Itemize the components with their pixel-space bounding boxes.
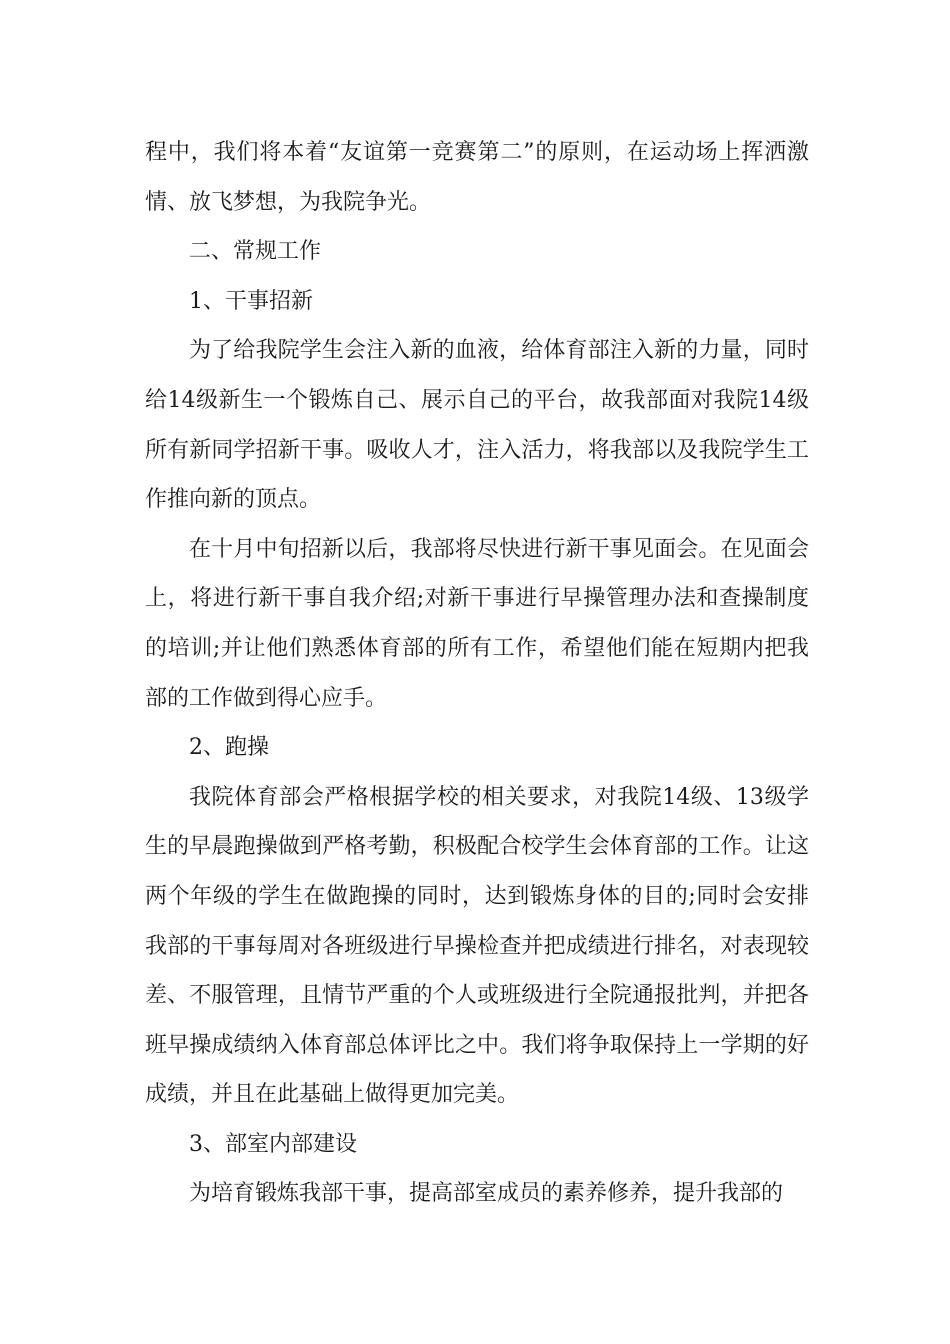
document-body <box>145 128 809 1219</box>
paragraph-recruitment: 为了给我院学生会注入新的血液，给体育部注入新的力量，同时给14级新生一个锻炼自己、展示自己的平台，故我部面对我院14级所有新同学招新干事。吸收人才，注入活力，将我部以及我院学生工作推向新的顶点。 <box>145 338 809 513</box>
subheading-recruitment: 1、干事招新 <box>189 288 313 314</box>
section-heading-routine-work: 二、常规工作 <box>189 239 322 265</box>
paragraph-running-exercise: 我院体育部会严格根据学校的相关要求，对我院14级、13级学生的早晨跑操做到严格考勤，积极配合校学生会体育部的工作。让这两个年级的学生在做跑操的同时，达到锻炼身体的目的;同时会安排我部的干事每周对各班级进行早操检查并把成绩进行排名，对表现较差、不服管理，且情节严重的个人或班级进行全院通报批判，并把各班早操成绩纳入体育部总体评比之中。我们将争取保持上一学期的好成绩，并且在此基础上做得更加完美。 <box>145 784 809 1108</box>
paragraph-internal-building: 为培育锻炼我部干事，提高部室成员的素养修养，提升我部的 <box>189 1181 784 1207</box>
paragraph-orientation: 在十月中旬招新以后，我部将尽快进行新干事见面会。在见面会上，将进行新干事自我介绍;对新干事进行早操管理办法和查操制度的培训;并让他们熟悉体育部的所有工作，希望他们能在短期内把我部的工作做到得心应手。 <box>145 536 809 711</box>
paragraph-continuation: 程中，我们将本着“友谊第一竞赛第二”的原则，在运动场上挥洒激情、放飞梦想，为我院争光。 <box>145 140 809 215</box>
subheading-running-exercise: 2、跑操 <box>189 735 269 761</box>
subheading-internal-building: 3、部室内部建设 <box>189 1131 357 1157</box>
